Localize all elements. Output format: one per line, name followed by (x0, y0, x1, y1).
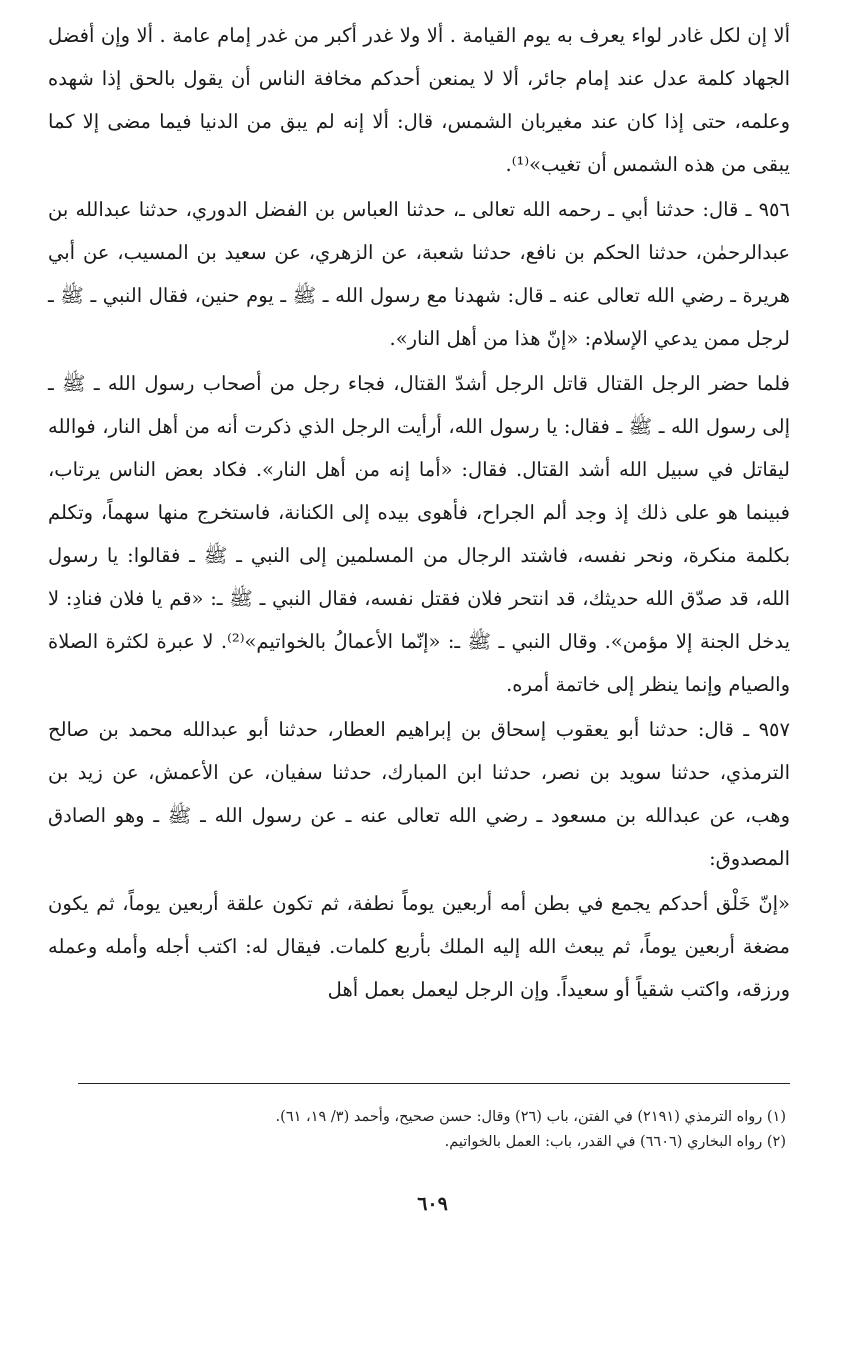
footnotes (80, 1105, 786, 1155)
footnote-2: (٢) رواه البخاري (٦٦٠٦) في القدر، باب: العمل بالخواتيم. (444, 1134, 786, 1150)
footnote-divider (78, 1083, 790, 1084)
paragraph-4: ٩٥٧ ـ قال: حدثنا أبو يعقوب إسحاق بن إبراهيم العطار، حدثنا أبو عبدالله محمد بن صالح الترمذي، حدثنا سويد بن نصر، حدثنا ابن المبارك، حدثنا سفيان، عن الأعمش، عن زيد بن وهب، عن عبدالله بن مسعود ـ رضي الله تعالى عنه ـ عن رسول الله ـ ﷺ ـ وهو الصادق المصدوق: (48, 718, 790, 870)
page-number: ٦٠٩ (417, 1193, 448, 1215)
paragraph-3: فلما حضر الرجل القتال قاتل الرجل أشدّ القتال، فجاء رجل من أصحاب رسول الله ـ ﷺ ـ إلى رسول الله ـ ﷺ ـ فقال: يا رسول الله، أرأيت الرجل الذي ذكرت أنه من أهل النار، فوالله ليقاتل في سبيل الله أشد القتال. فقال: «أما إنه من أهل النار». فكاد بعض الناس يرتاب، فبينما هو على ذلك إذ وجد ألم الجراح، فأهوى بيده إلى الكنانة، فاستخرج منها سهماً، وتكلم بكلمة منكرة، ونحر نفسه، فاشتد الرجال من المسلمين إلى النبي ـ ﷺ ـ فقالوا: يا رسول الله، قد صدّق الله حديثك، قد انتحر فلان فقتل نفسه، فقال النبي ـ ﷺ ـ: «قم يا فلان فنادِ: لا يدخل الجنة إلا مؤمن». وقال النبي ـ ﷺ ـ: «إنّما الأعمالُ بالخواتيم»⁽²⁾. لا عبرة لكثرة الصلاة والصيام وإنما ينظر إلى خاتمة أمره. (48, 372, 791, 696)
footnote-1: (١) رواه الترمذي (٢١٩١) في الفتن، باب (٢٦) وقال: حسن صحيح، وأحمد (٣/ ١٩، ٦١). (275, 1109, 786, 1125)
paragraph-1: ألا إن لكل غادر لواء يعرف به يوم القيامة . ألا ولا غدر أكبر من غدر إمام عامة . ألا وإن أفضل الجهاد كلمة عدل عند إمام جائر، ألا لا يمنعن أحدكم مخافة الناس أن يقول بالحق إذا شهده وعلمه، حتى إذا كان عند مغيربان الشمس، قال: ألا إنه لم يبق من الدنيا فيما مضى إلا كما يبقى من هذه الشمس أن تغيب»⁽¹⁾. (48, 24, 790, 176)
paragraph-2: ٩٥٦ ـ قال: حدثنا أبي ـ رحمه الله تعالى ـ، حدثنا العباس بن الفضل الدوري، حدثنا عبدالله بن عبدالرحمٰن، حدثنا الحكم بن نافع، حدثنا شعبة، عن الزهري، عن سعيد بن المسيب، عن أبي هريرة ـ رضي الله تعالى عنه ـ قال: شهدنا مع رسول الله ـ ﷺ ـ يوم حنين، فقال النبي ـ ﷺ ـ لرجل ممن يدعي الإسلام: «إنّ هذا من أهل النار». (48, 198, 790, 350)
paragraph-5: «إنّ خَلْق أحدكم يجمع في بطن أمه أربعين يوماً نطفة، ثم تكون علقة أربعين يوماً، ثم يكون مضغة أربعين يوماً، ثم يبعث الله إليه الملك بأربع كلمات. فيقال له: اكتب أجله وأمله وعمله ورزقه، واكتب شقياً أو سعيداً. وإن الرجل ليعمل بعمل أهل (48, 892, 790, 1001)
main-text (48, 14, 790, 1011)
